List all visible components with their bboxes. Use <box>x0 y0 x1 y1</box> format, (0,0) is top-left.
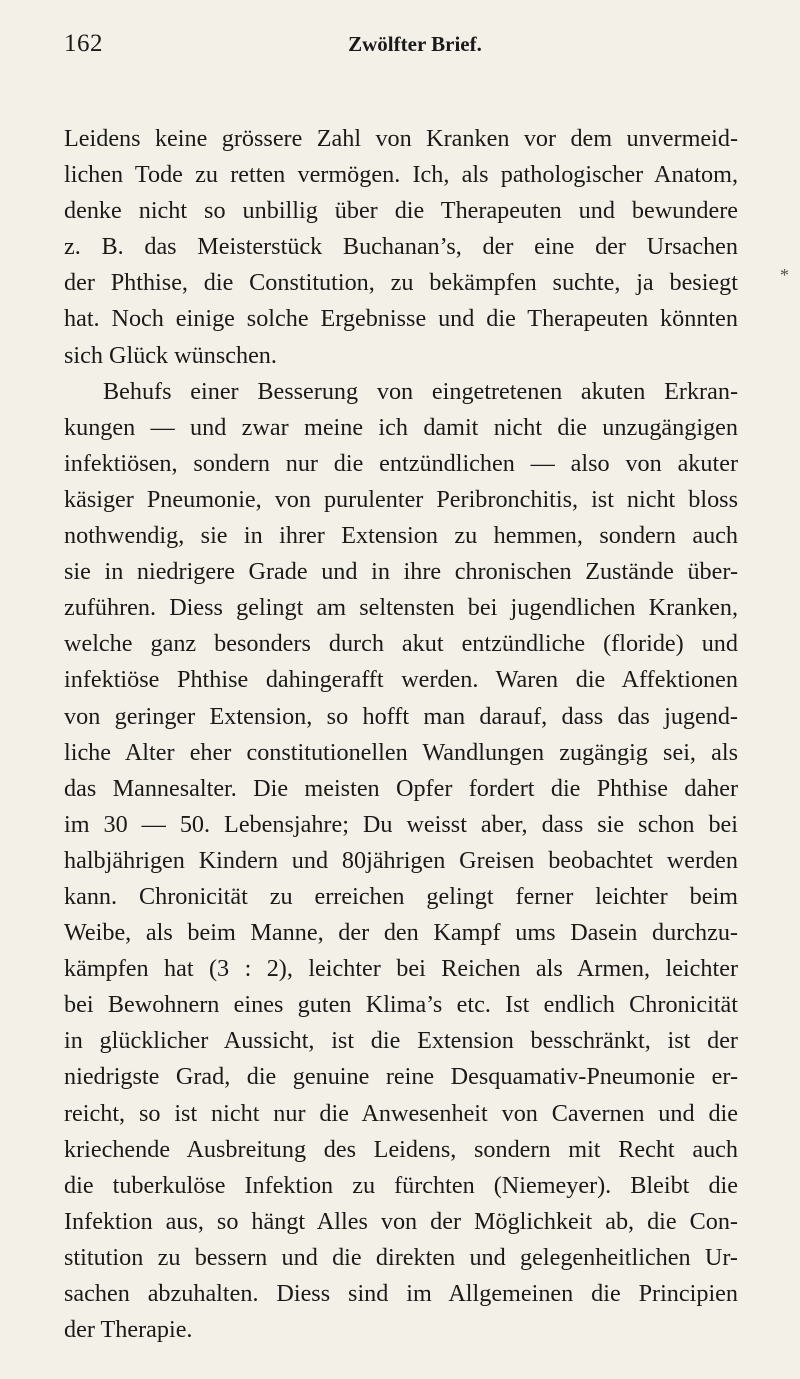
text-line: denke nicht so unbillig über die Therapeuten und bewundere <box>64 197 738 225</box>
body-text <box>64 121 738 1348</box>
text-line: stitution zu bessern und die direkten und gelegenheitlichen Ur- <box>64 1243 738 1271</box>
text-line: halbjährigen Kindern und 80jährigen Greisen beobachtet werden <box>64 846 738 874</box>
text-line: bei Bewohnern eines guten Klima’s etc. Ist endlich Chronicität <box>64 991 738 1019</box>
page-number: 162 <box>64 30 103 57</box>
text-line: der Phthise, die Constitution, zu bekämpfen suchte, ja besiegt <box>64 269 738 297</box>
text-line: hat. Noch einige solche Ergebnisse und die Therapeuten könnten <box>64 305 738 333</box>
text-line: kann. Chronicität zu erreichen gelingt ferner leichter beim <box>64 882 738 910</box>
text-line: die tuberkulöse Infektion zu fürchten (Niemeyer). Bleibt die <box>64 1171 738 1199</box>
paragraph-2 <box>64 374 738 1349</box>
paragraph-1 <box>64 121 738 374</box>
text-line: infektiösen, sondern nur die entzündlichen — also von akuter <box>64 449 738 477</box>
text-line: Infektion aus, so hängt Alles von der Möglichkeit ab, die Con- <box>64 1207 738 1235</box>
text-line: niedrigste Grad, die genuine reine Desquamativ-Pneumonie er- <box>64 1063 738 1091</box>
text-line: liche Alter eher constitutionellen Wandlungen zugängig sei, als <box>64 738 738 766</box>
text-line: z. B. das Meisterstück Buchanan’s, der eine der Ursachen <box>64 233 738 261</box>
text-line: Leidens keine grössere Zahl von Kranken vor dem unvermeid- <box>64 125 738 152</box>
text-line: kämpfen hat (3 : 2), leichter bei Reichen als Armen, leichter <box>64 955 738 983</box>
text-line: zuführen. Diess gelingt am seltensten bei jugendlichen Kranken, <box>64 594 738 622</box>
page-header <box>64 30 736 70</box>
running-head: Zwölfter Brief. <box>348 32 482 56</box>
text-line: Weibe, als beim Manne, der den Kampf ums Dasein durchzu- <box>64 919 738 947</box>
text-line: käsiger Pneumonie, von purulenter Peribronchitis, ist nicht bloss <box>64 485 738 513</box>
text-line: das Mannesalter. Die meisten Opfer fordert die Phthise daher <box>64 774 738 802</box>
text-line: kungen — und zwar meine ich damit nicht die unzugängigen <box>64 413 738 441</box>
text-line: infektiöse Phthise dahingerafft werden. Waren die Affektionen <box>64 666 738 694</box>
text-line: sie in niedrigere Grade und in ihre chronischen Zustände über- <box>64 558 738 586</box>
text-line: Behufs einer Besserung von eingetretenen akuten Erkran- <box>103 377 738 405</box>
text-line: reicht, so ist nicht nur die Anwesenheit von Cavernen und die <box>64 1099 738 1127</box>
text-line: kriechende Ausbreitung des Leidens, sondern mit Recht auch <box>64 1135 738 1163</box>
text-line: sich Glück wünschen. <box>64 341 277 369</box>
margin-mark: * <box>780 265 789 285</box>
text-line: von geringer Extension, so hofft man darauf, dass das jugend- <box>64 702 738 730</box>
text-line: in glücklicher Aussicht, ist die Extension besschränkt, ist der <box>64 1027 738 1055</box>
text-line: der Therapie. <box>64 1316 193 1344</box>
text-line: nothwendig, sie in ihrer Extension zu hemmen, sondern auch <box>64 522 738 550</box>
text-line: lichen Tode zu retten vermögen. Ich, als pathologischer Anatom, <box>64 161 738 189</box>
text-line: sachen abzuhalten. Diess sind im Allgemeinen die Principien <box>64 1280 738 1307</box>
text-line: welche ganz besonders durch akut entzündliche (floride) und <box>64 630 738 658</box>
text-line: im 30 — 50. Lebensjahre; Du weisst aber, dass sie schon bei <box>64 810 738 838</box>
